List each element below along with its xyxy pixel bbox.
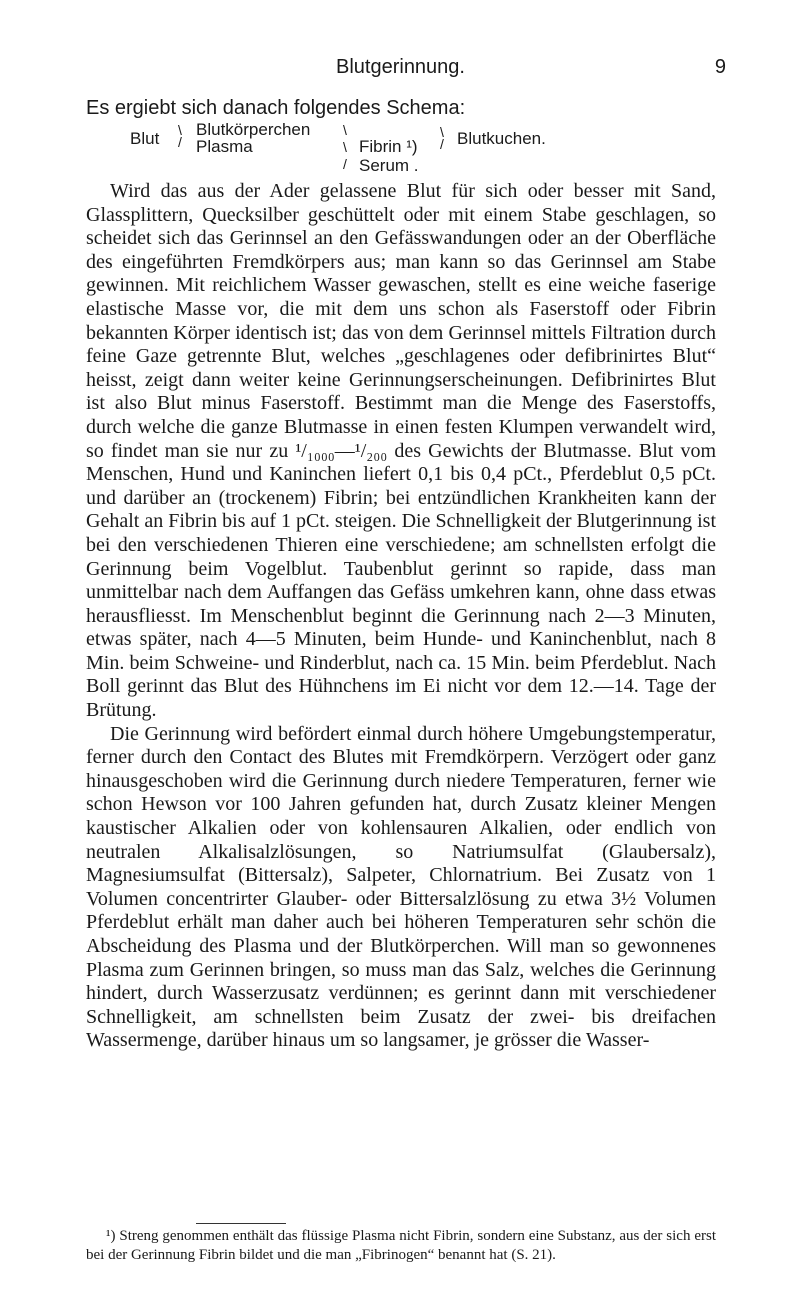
schema-intro: Es ergiebt sich danach folgendes Schema: <box>86 97 466 119</box>
footnote-text: ¹) Streng genommen enthält das flüssige Plasma nicht Fibrin, sondern eine Substanz, aus der sich erst bei der Gerinnung Fibrin bildet und die man „Fibrinogen“ benannt hat (S. 21). <box>86 1228 716 1263</box>
schema-fibrin: Fibrin ¹) <box>359 137 418 156</box>
schema-plasma: Plasma <box>196 137 253 156</box>
schema-blutkuchen: Blutkuchen. <box>457 129 546 148</box>
brace-lower: \ <box>343 139 347 155</box>
running-title: Blutgerinnung. <box>336 56 465 78</box>
blood-schema <box>130 121 730 179</box>
brace-lower: / <box>178 134 182 150</box>
brace-lower: / <box>343 156 347 172</box>
brace-upper: \ <box>440 124 444 140</box>
footnote-divider <box>196 1223 286 1224</box>
schema-blutkoerperchen: Blutkörperchen <box>196 120 311 139</box>
paragraph: Wird das aus der Ader gelassene Blut für sich oder besser mit Sand, Glassplittern, Quecksilber geschüttelt oder mit einem Stabe geschlagen, so scheidet sich das Gerinnsel an den Gefässwandungen oder an der Oberfläche des eingeführten Fremdkörpers aus; man kann so das Gerinnsel am Stabe gewinnen. Mit reichlichem Wasser gewaschen, stellt es eine weiche faserige elastische Masse vor, die mit dem uns schon als Faserstoff oder Fibrin bekannten Körper identisch ist; das von dem Gerinnsel mittels Filtration durch feine Gaze getrennte Blut, welches „geschlagenes oder defibrinirtes Blut“ heisst, zeigt dann weiter keine Gerinnungserscheinungen. Defibrinirtes Blut ist also Blut minus Faserstoff. Bestimmt man die Menge des Faserstoffs, durch welche die ganze Blutmasse in einen festen Klumpen verwandelt wird, so findet man sie nur zu ¹/₁₀₀₀—¹/₂₀₀ des Gewichts der Blutmasse. Blut vom Menschen, Hund und Kaninchen liefert 0,1 bis 0,4 pCt., Pferdeblut 0,5 pCt. und darüber an (trockenem) Fibrin; bei entzündlichen Krankheiten kann der Gehalt an Fibrin bis auf 1 pCt. steigen. Die Schnelligkeit der Blutgerinnung ist bei den verschiedenen Thieren eine verschiedene; am schnellsten erfolgt die Gerinnung beim Vogelblut. Taubenblut gerinnt so rapide, dass man unmittelbar nach dem Auffangen das Gefäss umkehren kann, ohne dass etwas herausfliesst. Im Menschenblut beginnt die Gerinnung nach 2—3 Minuten, etwas später, nach 4—5 Minuten, beim Hunde- und Kaninchenblut, nach 8 Min. beim Schweine- und Rinderblut, nach ca. 15 Min. beim Pferdeblut. Nach Boll gerinnt das Blut des Hühnchens im Ei nicht vor dem 12.—14. Tage der Brütung. <box>86 180 716 722</box>
paragraph: Die Gerinnung wird befördert einmal durch höhere Umgebungstemperatur, ferner durch den Contact des Blutes mit Fremdkörpern. Verzögert oder ganz hinausgeschoben wird die Gerinnung durch niedere Temperaturen, ferner wie schon Hewson vor 100 Jahren gefunden hat, durch Zusatz kleiner Mengen kaustischer Alkalien oder von kohlensauren Alkalien, oder endlich von neutralen Alkalisalzlösungen, so Natriumsulfat (Glaubersalz), Magnesiumsulfat (Bittersalz), Salpeter, Chlornatrium. Bei Zusatz von 1 Volumen concentrirter Glauber- oder Bittersalzlösung zu etwa 3½ Volumen Pferdeblut erhält man daher auch bei höheren Temperaturen sehr schön die Abscheidung des Plasma und der Blutkörperchen. Will man so gewonnenes Plasma zum Gerinnen bringen, so muss man das Salz, welches die Gerinnung hindert, durch Wasserzusatz verdünnen; es gerinnt dann mit verschiedener Schnelligkeit, am schnellsten beim Zusatz der zwei- bis dreifachen Wassermenge, darüber hinaus um so langsamer, je grösser die Wasser- <box>86 722 716 1052</box>
schema-serum: Serum . <box>359 156 419 175</box>
brace-upper: \ <box>343 122 347 138</box>
page-header <box>0 56 801 86</box>
brace-upper: \ <box>178 122 182 138</box>
body-text <box>86 180 716 1053</box>
brace-lower: / <box>440 136 444 152</box>
schema-blut: Blut <box>130 129 160 148</box>
footnote <box>86 1227 716 1265</box>
page-number: 9 <box>714 56 726 78</box>
